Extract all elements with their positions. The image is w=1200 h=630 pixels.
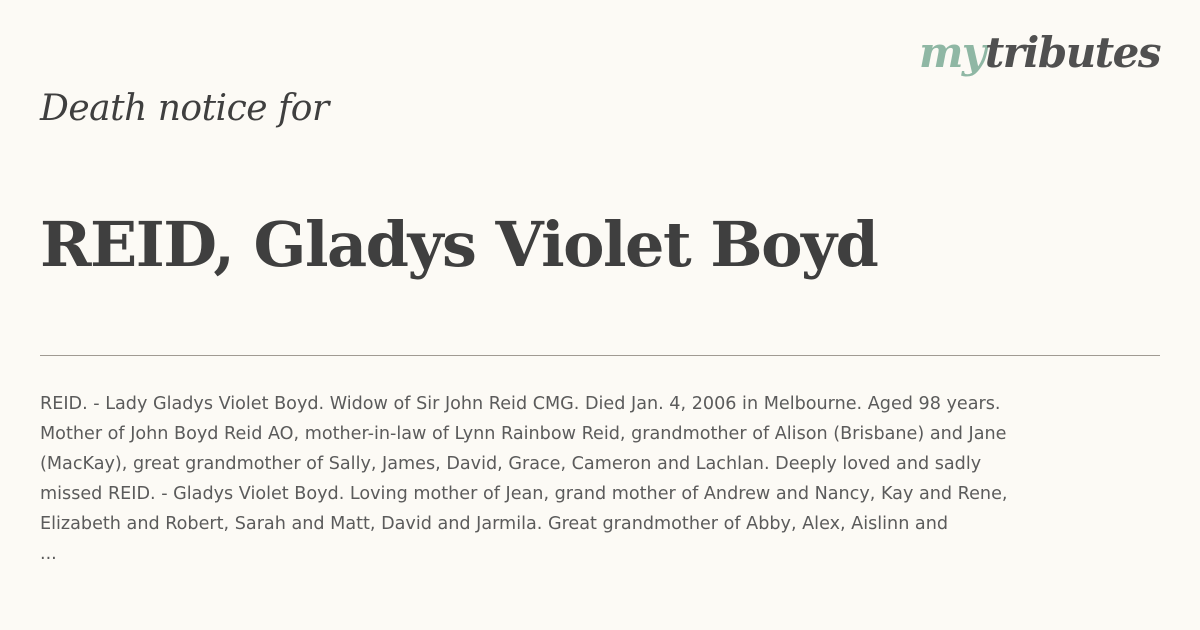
mytributes-logo bbox=[918, 28, 1160, 77]
notice-kicker: Death notice for bbox=[40, 88, 329, 129]
logo-my-text: my bbox=[918, 28, 985, 77]
notice-text: REID. - Lady Gladys Violet Boyd. Widow of Sir John Reid CMG. Died Jan. 4, 2006 in Melbourne. Aged 98 years. Mother of John Boyd Reid AO, mother-in-law of Lynn Rainbow Reid, grandmother of Alison (Brisbane) and Jane (MacKay), great grandmother of Sally, James, David, Grace, Cameron and Lachlan. Deeply loved and sadly missed REID. - Gladys Violet Boyd. Loving mother of Jean, grand mother of Andrew and Nancy, Kay and Rene, Elizabeth and Robert, Sarah and Matt, David and Jarmila. Great grandmother of Abby, Alex, Aislinn and ... bbox=[40, 394, 1008, 564]
logo-tributes-text: tributes bbox=[984, 28, 1160, 77]
deceased-name: REID, Gladys Violet Boyd bbox=[40, 208, 878, 281]
divider bbox=[40, 355, 1160, 356]
